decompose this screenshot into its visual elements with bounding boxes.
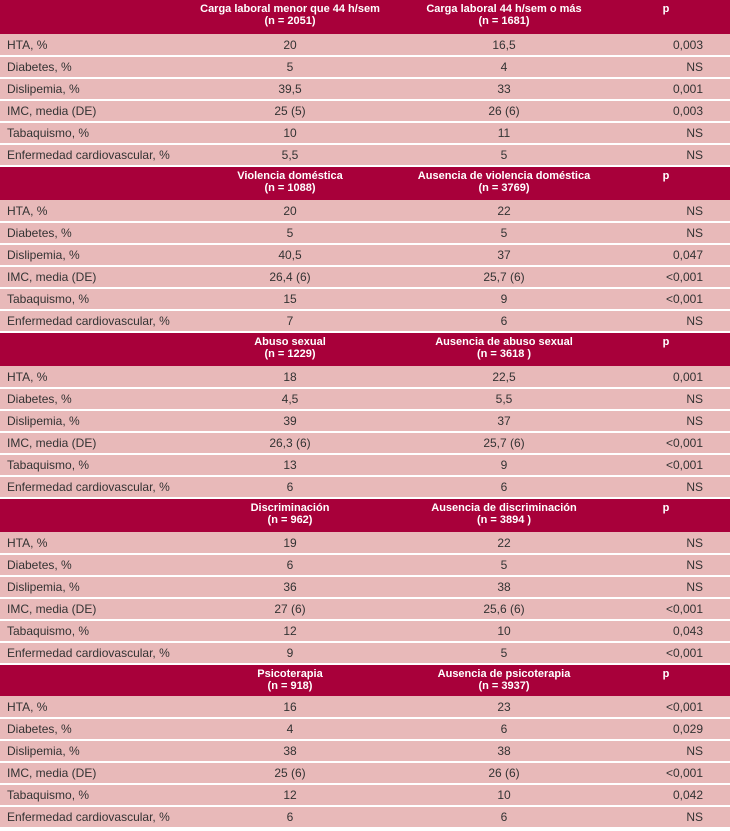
p-value-cell: NS <box>602 410 730 432</box>
p-value-cell: 0,029 <box>602 718 730 740</box>
row-label: Diabetes, % <box>0 222 174 244</box>
row-label: Diabetes, % <box>0 554 174 576</box>
comparison-value-cell: 5,5 <box>406 388 602 410</box>
comparison-value-cell: 9 <box>406 454 602 476</box>
p-value-cell: NS <box>602 310 730 332</box>
row-label: HTA, % <box>0 200 174 222</box>
header-blank-cell <box>0 0 174 34</box>
group-value-cell: 20 <box>174 34 406 56</box>
table-row <box>0 78 730 100</box>
table-row <box>0 642 730 664</box>
group-value-cell: 9 <box>174 642 406 664</box>
header-sample-size: (n = 962) <box>267 514 313 526</box>
group-value-cell: 5 <box>174 222 406 244</box>
comparison-value-cell: 10 <box>406 620 602 642</box>
p-value-column-header <box>602 166 730 200</box>
group-column-header <box>406 664 602 696</box>
group-value-cell: 36 <box>174 576 406 598</box>
section-header-row <box>0 664 730 696</box>
p-value-cell: NS <box>602 56 730 78</box>
group-value-cell: 25 (5) <box>174 100 406 122</box>
comparison-value-cell: 11 <box>406 122 602 144</box>
header-blank-cell <box>0 498 174 532</box>
table-row <box>0 410 730 432</box>
group-value-cell: 6 <box>174 476 406 498</box>
group-value-cell: 4 <box>174 718 406 740</box>
comparison-value-cell: 16,5 <box>406 34 602 56</box>
table-row <box>0 598 730 620</box>
table-row <box>0 554 730 576</box>
row-label: HTA, % <box>0 696 174 718</box>
row-label: HTA, % <box>0 366 174 388</box>
comparison-value-cell: 6 <box>406 310 602 332</box>
table-row <box>0 310 730 332</box>
row-label: Enfermedad cardiovascular, % <box>0 310 174 332</box>
p-value-column-header <box>602 0 730 34</box>
row-label: Diabetes, % <box>0 56 174 78</box>
comparison-value-cell: 33 <box>406 78 602 100</box>
p-value-cell: <0,001 <box>602 454 730 476</box>
p-value-cell: NS <box>602 576 730 598</box>
group-value-cell: 16 <box>174 696 406 718</box>
header-title: Psicoterapia <box>257 668 323 680</box>
table-row <box>0 762 730 784</box>
comparison-value-cell: 26 (6) <box>406 762 602 784</box>
p-value-cell: <0,001 <box>602 598 730 620</box>
p-value-cell: <0,001 <box>602 762 730 784</box>
p-value-column-header <box>602 332 730 366</box>
header-title: Abuso sexual <box>254 336 326 348</box>
comparison-value-cell: 4 <box>406 56 602 78</box>
table-row <box>0 366 730 388</box>
p-value-cell: NS <box>602 200 730 222</box>
p-value-cell: 0,001 <box>602 366 730 388</box>
table-row <box>0 784 730 806</box>
group-value-cell: 5 <box>174 56 406 78</box>
row-label: Enfermedad cardiovascular, % <box>0 806 174 828</box>
p-value-cell: NS <box>602 532 730 554</box>
group-column-header <box>174 332 406 366</box>
header-title: Carga laboral 44 h/sem o más <box>426 3 582 15</box>
row-label: Tabaquismo, % <box>0 288 174 310</box>
p-value-cell: NS <box>602 740 730 762</box>
p-value-cell: 0,001 <box>602 78 730 100</box>
table-row <box>0 266 730 288</box>
table-row <box>0 222 730 244</box>
comparison-value-cell: 6 <box>406 806 602 828</box>
row-label: Enfermedad cardiovascular, % <box>0 476 174 498</box>
p-value-cell: 0,047 <box>602 244 730 266</box>
header-title: Carga laboral menor que 44 h/sem <box>200 3 380 15</box>
header-sample-size: (n = 3937) <box>478 680 530 692</box>
table-row <box>0 144 730 166</box>
table-row <box>0 100 730 122</box>
group-column-header <box>174 498 406 532</box>
comparison-value-cell: 5 <box>406 554 602 576</box>
table-row <box>0 388 730 410</box>
header-blank-cell <box>0 664 174 696</box>
p-value-cell: <0,001 <box>602 288 730 310</box>
group-value-cell: 20 <box>174 200 406 222</box>
p-value-cell: NS <box>602 476 730 498</box>
row-label: IMC, media (DE) <box>0 432 174 454</box>
group-value-cell: 15 <box>174 288 406 310</box>
group-value-cell: 10 <box>174 122 406 144</box>
group-column-header <box>406 166 602 200</box>
comparison-value-cell: 37 <box>406 410 602 432</box>
row-label: Dislipemia, % <box>0 78 174 100</box>
header-sample-size: (n = 3618 ) <box>476 348 532 360</box>
section-header-row <box>0 498 730 532</box>
p-value-cell: NS <box>602 144 730 166</box>
comparison-value-cell: 5 <box>406 144 602 166</box>
comparison-value-cell: 37 <box>406 244 602 266</box>
row-label: Dislipemia, % <box>0 576 174 598</box>
comparison-value-cell: 23 <box>406 696 602 718</box>
header-sample-size: (n = 918) <box>267 680 313 692</box>
group-value-cell: 39,5 <box>174 78 406 100</box>
row-label: IMC, media (DE) <box>0 100 174 122</box>
header-title: Violencia doméstica <box>237 170 343 182</box>
header-title: p <box>662 336 670 348</box>
comparison-value-cell: 6 <box>406 476 602 498</box>
header-sample-size: (n = 1229) <box>264 348 316 360</box>
comparison-value-cell: 25,7 (6) <box>406 432 602 454</box>
comparison-value-cell: 22,5 <box>406 366 602 388</box>
group-value-cell: 27 (6) <box>174 598 406 620</box>
row-label: Dislipemia, % <box>0 244 174 266</box>
header-sample-size: (n = 1088) <box>264 182 316 194</box>
table-row <box>0 620 730 642</box>
group-value-cell: 40,5 <box>174 244 406 266</box>
row-label: IMC, media (DE) <box>0 598 174 620</box>
group-value-cell: 39 <box>174 410 406 432</box>
header-title: p <box>662 3 670 15</box>
header-sample-size: (n = 1681) <box>478 15 530 27</box>
row-label: Tabaquismo, % <box>0 784 174 806</box>
header-sample-size: (n = 3894 ) <box>476 514 532 526</box>
p-value-cell: NS <box>602 554 730 576</box>
comparison-value-cell: 9 <box>406 288 602 310</box>
comparison-value-cell: 25,7 (6) <box>406 266 602 288</box>
p-value-cell: 0,003 <box>602 34 730 56</box>
p-value-cell: 0,043 <box>602 620 730 642</box>
header-title: Ausencia de violencia doméstica <box>417 170 591 182</box>
table-row <box>0 696 730 718</box>
group-column-header <box>406 332 602 366</box>
comparison-value-cell: 5 <box>406 642 602 664</box>
table-row <box>0 576 730 598</box>
p-value-cell: NS <box>602 388 730 410</box>
row-label: IMC, media (DE) <box>0 266 174 288</box>
group-value-cell: 6 <box>174 554 406 576</box>
table-row <box>0 740 730 762</box>
table-row <box>0 122 730 144</box>
group-column-header <box>174 166 406 200</box>
table-row <box>0 288 730 310</box>
group-value-cell: 4,5 <box>174 388 406 410</box>
group-column-header <box>174 664 406 696</box>
section-header-row <box>0 332 730 366</box>
row-label: Dislipemia, % <box>0 410 174 432</box>
p-value-cell: 0,003 <box>602 100 730 122</box>
row-label: Diabetes, % <box>0 388 174 410</box>
row-label: HTA, % <box>0 532 174 554</box>
group-value-cell: 26,3 (6) <box>174 432 406 454</box>
comparison-value-cell: 10 <box>406 784 602 806</box>
group-value-cell: 13 <box>174 454 406 476</box>
comparison-value-cell: 26 (6) <box>406 100 602 122</box>
header-blank-cell <box>0 166 174 200</box>
comparison-value-cell: 22 <box>406 532 602 554</box>
p-value-cell: <0,001 <box>602 266 730 288</box>
group-value-cell: 26,4 (6) <box>174 266 406 288</box>
comparison-value-cell: 22 <box>406 200 602 222</box>
row-label: Tabaquismo, % <box>0 620 174 642</box>
header-title: p <box>662 170 670 182</box>
row-label: IMC, media (DE) <box>0 762 174 784</box>
header-sample-size: (n = 2051) <box>264 15 316 27</box>
table-row <box>0 56 730 78</box>
header-title: Discriminación <box>250 502 330 514</box>
p-value-column-header <box>602 498 730 532</box>
comparison-value-cell: 5 <box>406 222 602 244</box>
row-label: Tabaquismo, % <box>0 454 174 476</box>
comparison-value-cell: 38 <box>406 576 602 598</box>
group-value-cell: 38 <box>174 740 406 762</box>
section-header-row <box>0 0 730 34</box>
header-title: Ausencia de discriminación <box>431 502 577 514</box>
row-label: HTA, % <box>0 34 174 56</box>
p-value-cell: 0,042 <box>602 784 730 806</box>
header-title: Ausencia de psicoterapia <box>437 668 571 680</box>
row-label: Enfermedad cardiovascular, % <box>0 642 174 664</box>
table-row <box>0 718 730 740</box>
comparison-value-cell: 38 <box>406 740 602 762</box>
row-label: Tabaquismo, % <box>0 122 174 144</box>
p-value-cell: NS <box>602 222 730 244</box>
header-title: p <box>662 502 670 514</box>
group-column-header <box>406 0 602 34</box>
group-value-cell: 5,5 <box>174 144 406 166</box>
table-row <box>0 200 730 222</box>
group-value-cell: 7 <box>174 310 406 332</box>
table-row <box>0 432 730 454</box>
group-value-cell: 12 <box>174 784 406 806</box>
row-label: Diabetes, % <box>0 718 174 740</box>
group-column-header <box>174 0 406 34</box>
p-value-cell: <0,001 <box>602 432 730 454</box>
group-value-cell: 19 <box>174 532 406 554</box>
table-row <box>0 244 730 266</box>
table-row <box>0 806 730 828</box>
p-value-cell: <0,001 <box>602 642 730 664</box>
header-sample-size: (n = 3769) <box>478 182 530 194</box>
group-value-cell: 12 <box>174 620 406 642</box>
table-row <box>0 476 730 498</box>
group-value-cell: 25 (6) <box>174 762 406 784</box>
group-value-cell: 6 <box>174 806 406 828</box>
p-value-cell: NS <box>602 806 730 828</box>
table-row <box>0 454 730 476</box>
header-title: Ausencia de abuso sexual <box>435 336 573 348</box>
group-column-header <box>406 498 602 532</box>
group-value-cell: 18 <box>174 366 406 388</box>
table-row <box>0 34 730 56</box>
header-blank-cell <box>0 332 174 366</box>
comparison-value-cell: 6 <box>406 718 602 740</box>
section-header-row <box>0 166 730 200</box>
table-row <box>0 532 730 554</box>
row-label: Enfermedad cardiovascular, % <box>0 144 174 166</box>
p-value-column-header <box>602 664 730 696</box>
header-title: p <box>662 668 670 680</box>
p-value-cell: NS <box>602 122 730 144</box>
comparison-value-cell: 25,6 (6) <box>406 598 602 620</box>
row-label: Dislipemia, % <box>0 740 174 762</box>
p-value-cell: <0,001 <box>602 696 730 718</box>
